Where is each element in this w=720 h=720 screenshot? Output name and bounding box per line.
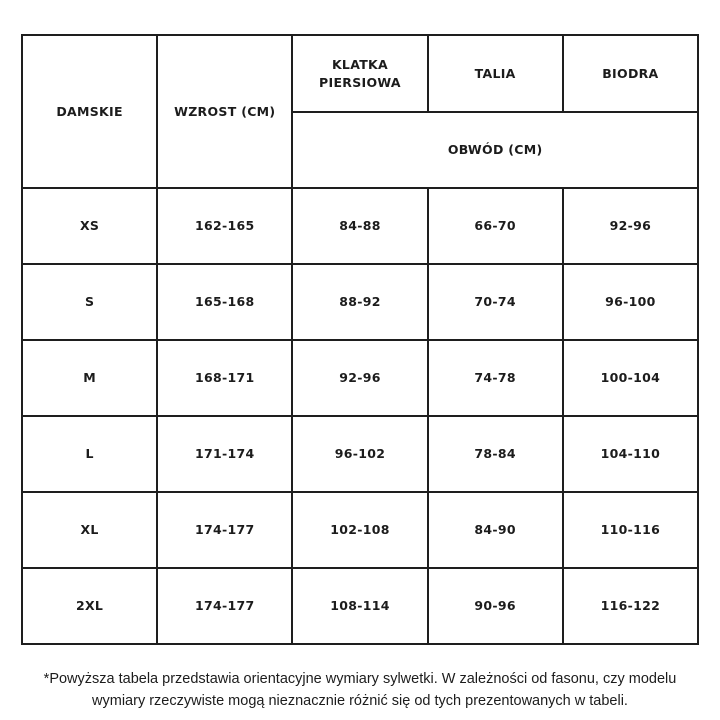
hips-cell: 100-104 (563, 340, 698, 416)
chest-cell: 96-102 (292, 416, 427, 492)
footnote-line2: wymiary rzeczywiste mogą nieznacznie różnić się od tych prezentowanych w tabeli. (92, 693, 628, 709)
table-row (22, 492, 698, 568)
waist-cell: 90-96 (428, 568, 563, 644)
chest-cell: 84-88 (292, 188, 427, 264)
footnote (0, 668, 720, 712)
header-row (22, 35, 698, 112)
height-cell: 165-168 (157, 264, 292, 340)
footnote-line1: *Powyższa tabela przedstawia orientacyjne wymiary sylwetki. W zależności od fasonu, czy modelu (43, 671, 677, 687)
waist-cell: 66-70 (428, 188, 563, 264)
hips-cell: 96-100 (563, 264, 698, 340)
waist-cell: 74-78 (428, 340, 563, 416)
chest-cell: 88-92 (292, 264, 427, 340)
height-cell: 174-177 (157, 568, 292, 644)
size-cell: S (22, 264, 157, 340)
waist-cell: 78-84 (428, 416, 563, 492)
waist-cell: 70-74 (428, 264, 563, 340)
table-row (22, 188, 698, 264)
height-cell: 168-171 (157, 340, 292, 416)
size-cell: M (22, 340, 157, 416)
height-cell: 171-174 (157, 416, 292, 492)
header-height: WZROST (CM) (157, 35, 292, 188)
table-row (22, 568, 698, 644)
size-cell: L (22, 416, 157, 492)
chest-cell: 102-108 (292, 492, 427, 568)
size-cell: 2XL (22, 568, 157, 644)
table-row (22, 416, 698, 492)
header-hips: BIODRA (563, 35, 698, 112)
header-chest-line2: PIERSIOWA (319, 74, 401, 90)
size-cell: XL (22, 492, 157, 568)
header-category: DAMSKIE (22, 35, 157, 188)
chest-cell: 108-114 (292, 568, 427, 644)
size-cell: XS (22, 188, 157, 264)
hips-cell: 104-110 (563, 416, 698, 492)
hips-cell: 110-116 (563, 492, 698, 568)
height-cell: 162-165 (157, 188, 292, 264)
hips-cell: 92-96 (563, 188, 698, 264)
height-cell: 174-177 (157, 492, 292, 568)
chest-cell: 92-96 (292, 340, 427, 416)
size-chart-table (21, 34, 699, 645)
header-chest (292, 35, 427, 112)
table-row (22, 264, 698, 340)
table-row (22, 340, 698, 416)
header-circumference: OBWÓD (CM) (292, 112, 698, 188)
header-waist: TALIA (428, 35, 563, 112)
hips-cell: 116-122 (563, 568, 698, 644)
header-chest-line1: KLATKA (331, 56, 388, 72)
waist-cell: 84-90 (428, 492, 563, 568)
